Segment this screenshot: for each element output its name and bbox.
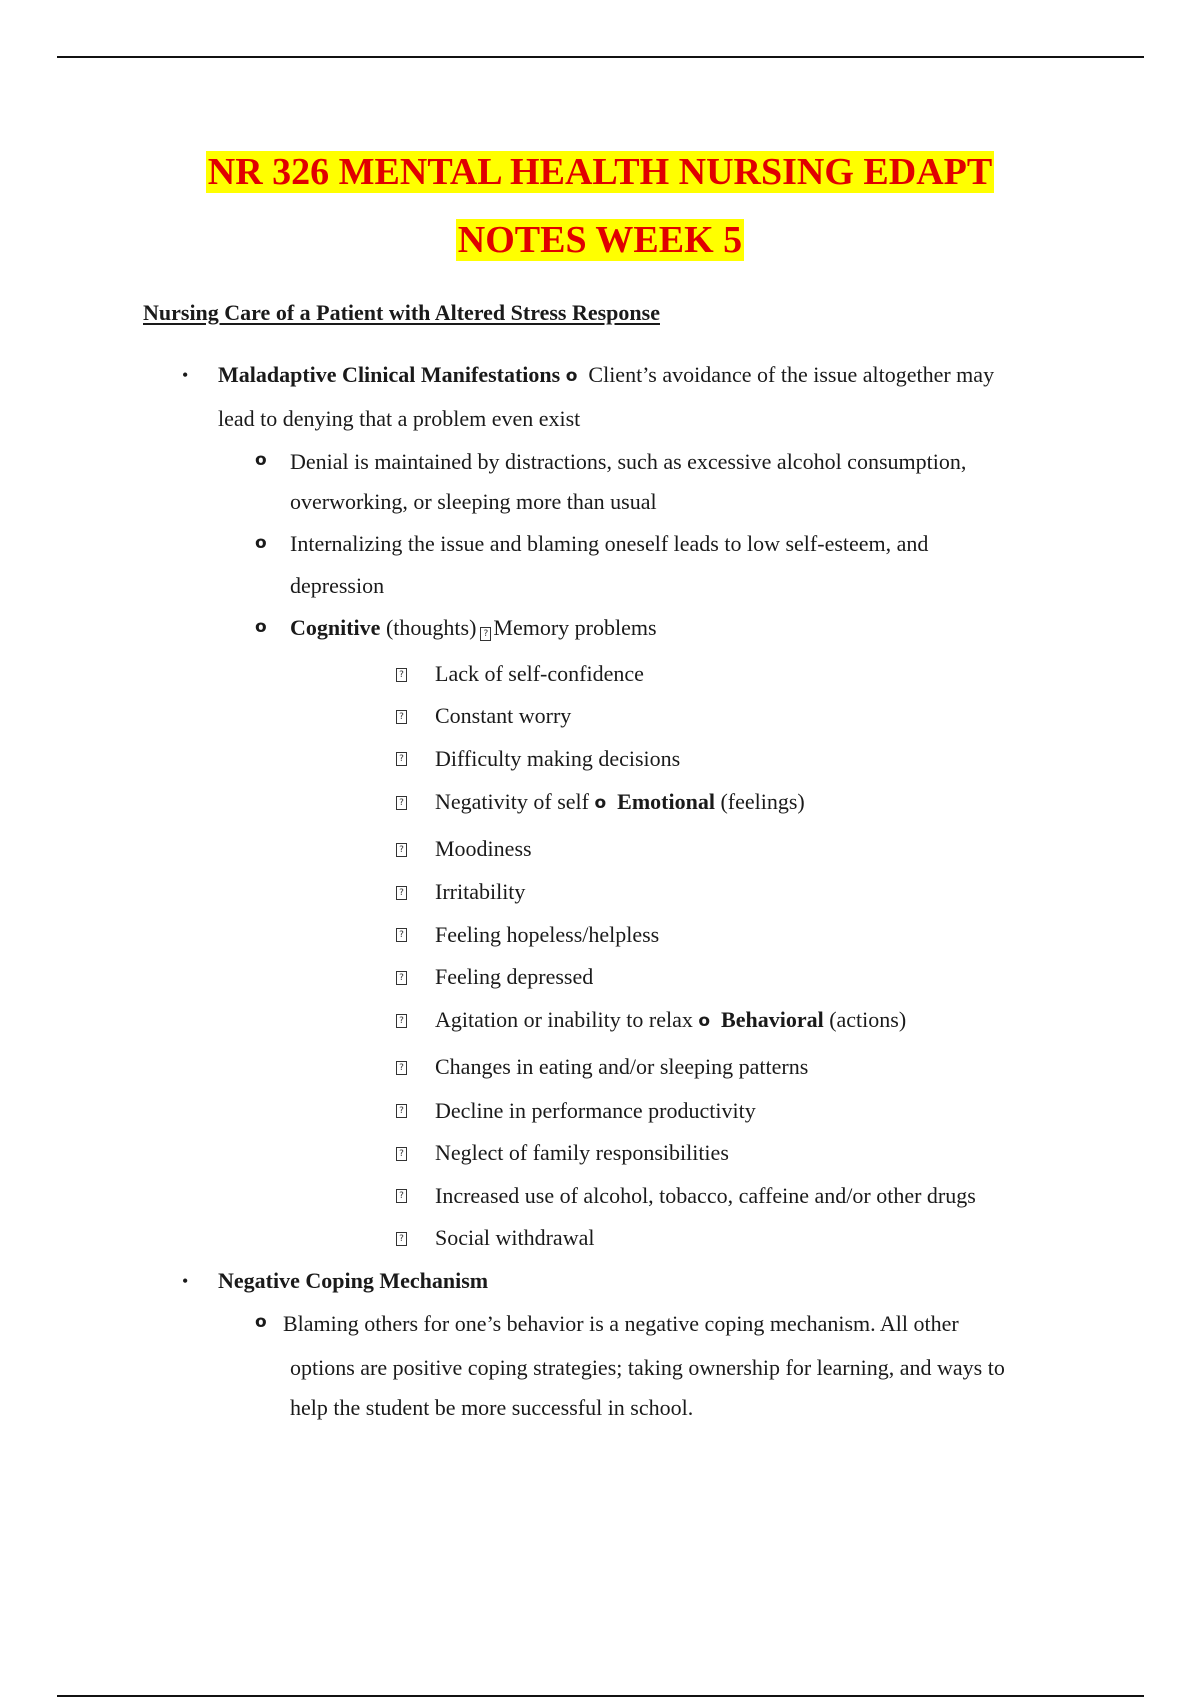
- missing-glyph-icon: ?: [396, 1147, 407, 1161]
- missing-glyph-icon: ?: [396, 1104, 407, 1118]
- bullet-marker: •: [182, 1271, 189, 1291]
- missing-glyph-icon: ?: [396, 1061, 407, 1075]
- sub-bullet-marker: o: [698, 1011, 711, 1031]
- emotional-item: Irritability: [435, 879, 526, 904]
- sub-bullet-marker: o: [594, 793, 607, 813]
- emotional-item: Moodiness: [435, 836, 532, 861]
- missing-glyph-icon: ?: [396, 752, 407, 766]
- cognitive-item: Lack of self-confidence: [435, 661, 644, 686]
- bottom-rule: [57, 1695, 1144, 1697]
- denial-line-b: overworking, or sleeping more than usual: [290, 489, 657, 514]
- negative-coping-label: Negative Coping Mechanism: [218, 1268, 489, 1293]
- sub-bullet-marker: o: [255, 617, 267, 637]
- sub-bullet-marker: o: [255, 533, 267, 553]
- missing-glyph-icon: ?: [396, 796, 407, 810]
- cognitive-item: Negativity of self: [435, 789, 589, 814]
- missing-glyph-icon: ?: [396, 886, 407, 900]
- internal-line-b: depression: [290, 573, 385, 598]
- cognitive-emotional-line: [435, 788, 805, 817]
- negative-coping-line-b: options are positive coping strategies; taking ownership for learning, and ways to: [290, 1355, 1005, 1380]
- cognitive-item: Difficulty making decisions: [435, 746, 681, 771]
- behavioral-item: Decline in performance productivity: [435, 1098, 756, 1123]
- missing-glyph-icon: ?: [396, 1189, 407, 1203]
- maladaptive-point-b: lead to denying that a problem even exist: [218, 406, 581, 431]
- behavioral-item: Social withdrawal: [435, 1225, 595, 1250]
- missing-glyph-icon: ?: [396, 971, 407, 985]
- missing-glyph-icon: ?: [396, 843, 407, 857]
- missing-glyph-icon: ?: [396, 928, 407, 942]
- maladaptive-point-a: Client’s avoidance of the issue altogether may: [588, 362, 995, 387]
- emotional-behavioral-line: [435, 1006, 906, 1035]
- behavioral-item: Changes in eating and/or sleeping patterns: [435, 1054, 809, 1079]
- emotional-label: Emotional: [617, 789, 715, 814]
- bullet-marker: •: [182, 365, 189, 385]
- top-rule: [57, 56, 1144, 58]
- cognitive-paren: (thoughts): [385, 615, 477, 640]
- internal-line-a: Internalizing the issue and blaming oneself leads to low self-esteem, and: [290, 531, 929, 556]
- behavioral-item: Increased use of alcohol, tobacco, caffeine and/or other drugs: [435, 1183, 976, 1208]
- missing-glyph-icon: ?: [396, 710, 407, 724]
- sub-bullet-marker: o: [255, 450, 267, 470]
- emotional-item: Agitation or inability to relax: [435, 1007, 693, 1032]
- negative-coping-line-a: Blaming others for one’s behavior is a negative coping mechanism. All other: [283, 1311, 959, 1336]
- section-heading: Nursing Care of a Patient with Altered Stress Response: [143, 300, 660, 325]
- missing-glyph-icon: ?: [396, 1014, 407, 1028]
- cognitive-label: Cognitive: [290, 615, 381, 640]
- document-title-line-2: NOTES WEEK 5: [457, 219, 743, 261]
- maladaptive-label: Maladaptive Clinical Manifestations: [218, 362, 561, 387]
- missing-glyph-icon: ?: [396, 1232, 407, 1246]
- maladaptive-line-1: [218, 361, 994, 390]
- sub-bullet-marker: o: [255, 1312, 267, 1332]
- emotional-paren: (feelings): [720, 789, 805, 814]
- negative-coping-line-c: help the student be more successful in school.: [290, 1395, 694, 1420]
- behavioral-label: Behavioral: [721, 1007, 824, 1032]
- behavioral-item: Neglect of family responsibilities: [435, 1140, 729, 1165]
- cognitive-item: Constant worry: [435, 703, 572, 728]
- missing-glyph-icon: ?: [396, 668, 407, 682]
- behavioral-paren: (actions): [829, 1007, 907, 1032]
- sub-bullet-marker: o: [565, 366, 578, 386]
- denial-line-a: Denial is maintained by distractions, such as excessive alcohol consumption,: [290, 449, 967, 474]
- cognitive-first-item: Memory problems: [493, 615, 657, 640]
- emotional-item: Feeling hopeless/helpless: [435, 922, 660, 947]
- missing-glyph-icon: ?: [480, 627, 491, 641]
- document-title-line-1: NR 326 MENTAL HEALTH NURSING EDAPT: [207, 151, 993, 193]
- emotional-item: Feeling depressed: [435, 964, 594, 989]
- cognitive-line: [290, 614, 657, 642]
